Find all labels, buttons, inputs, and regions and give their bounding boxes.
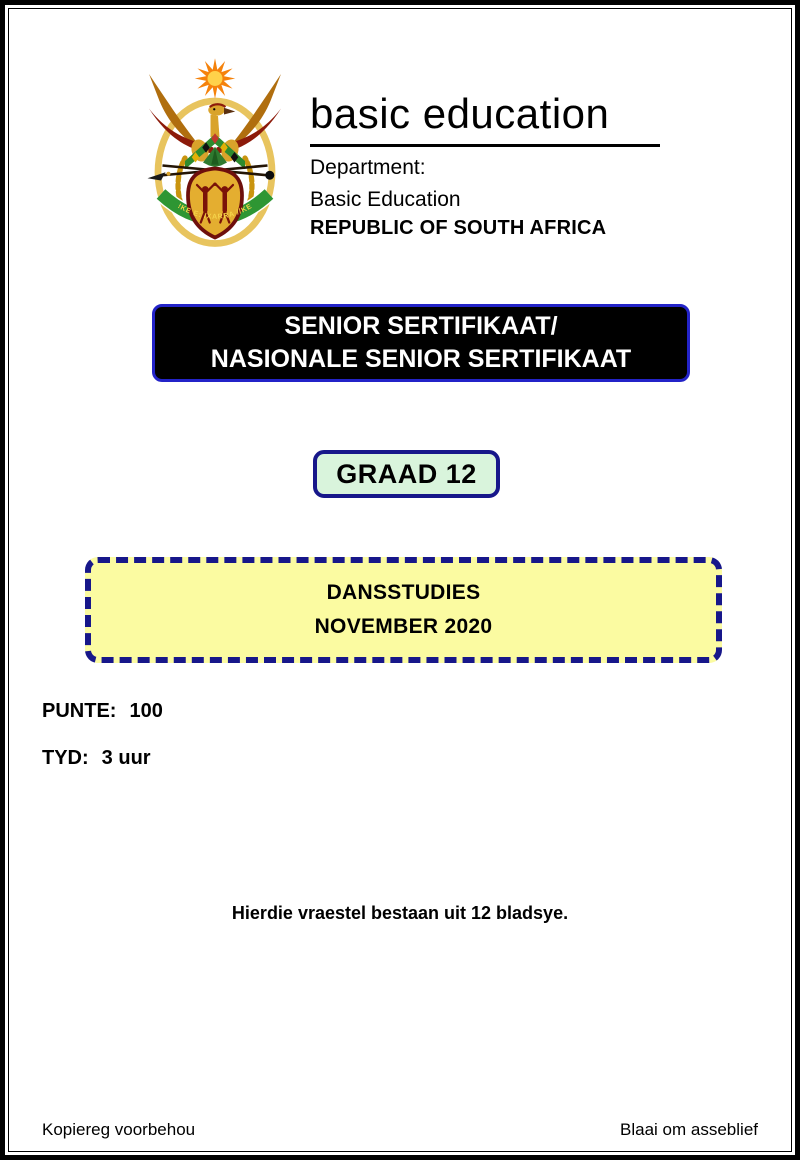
subject-title: DANSSTUDIES [326, 581, 481, 604]
subject-box [85, 557, 722, 663]
letterhead-text [310, 56, 660, 251]
coat-of-arms-logo [140, 56, 290, 251]
grade-badge [313, 450, 500, 498]
grade-label: GRAAD 12 [336, 458, 477, 489]
marks-label: PUNTE: [42, 700, 117, 722]
banner-line-1: SENIOR SERTIFIKAAT/ [284, 312, 558, 340]
time-label: TYD: [42, 747, 89, 769]
exam-details [42, 700, 163, 794]
time-value: 3 uur [101, 747, 151, 769]
dept-label: Department: [310, 156, 426, 180]
motto-text: !KE E: /XARRA //KE [176, 202, 254, 221]
certificate-banner [152, 304, 690, 382]
exam-session: NOVEMBER 2020 [314, 615, 493, 638]
marks-line [42, 700, 163, 723]
turn-over-notice: Blaai om asseblief [620, 1120, 758, 1139]
marks-value: 100 [129, 700, 163, 722]
banner-line-2: NASIONALE SENIOR SERTIFIKAAT [210, 345, 632, 373]
copyright-notice: Kopiereg voorbehou [42, 1120, 196, 1139]
wordmark: basic education [310, 92, 660, 147]
masthead [140, 56, 660, 251]
dept-name: Basic Education [310, 187, 461, 211]
country-name: REPUBLIC OF SOUTH AFRICA [310, 217, 607, 240]
page-footer [42, 1120, 758, 1140]
bird-icon [208, 104, 235, 137]
sun-core [208, 71, 223, 86]
shield-icon [188, 169, 242, 238]
page-count-note: Hierdie vraestel bestaan uit 12 bladsye. [231, 903, 569, 923]
time-line [42, 747, 163, 770]
